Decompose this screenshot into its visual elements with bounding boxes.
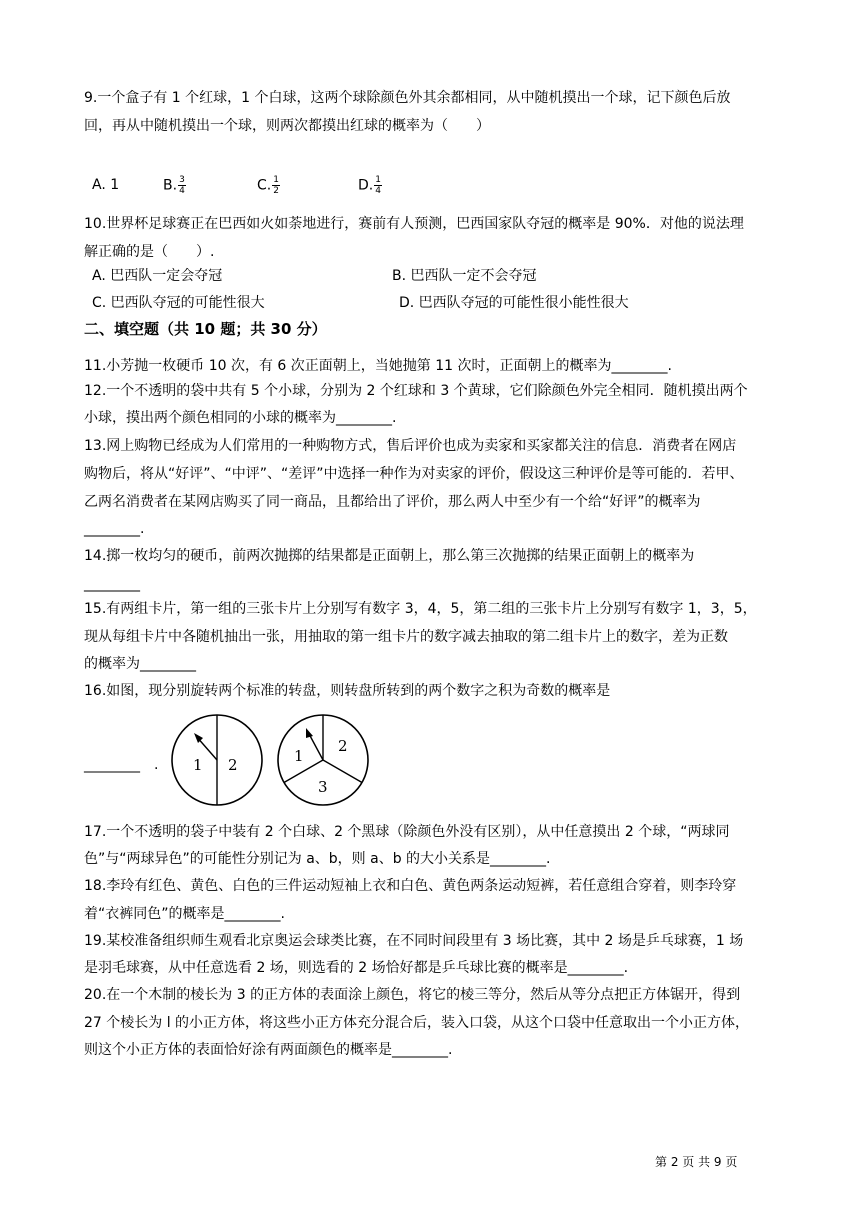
q10-line2: 解正确的是（ ）.: [84, 244, 215, 260]
q10-option-a: A. 巴西队一定会夺冠: [92, 268, 223, 284]
spinner-figure: [160, 712, 380, 812]
spinner-1: [172, 715, 262, 805]
q13-line3: 乙两名消费者在某网店购买了同一商品，且都给出了评价，那么两人中至少有一个给“好评”的概率为: [84, 494, 701, 510]
spinner-2: [278, 715, 368, 805]
q16-line1: 16.如图，现分别旋转两个标准的转盘，则转盘所转到的两个数字之积为奇数的概率是: [84, 683, 611, 699]
q19-line1: 19.某校准备组织师生观看北京奥运会球类比赛，在不同时间段里有 3 场比赛，其中 2 场是乒乓球赛，1 场: [84, 933, 744, 949]
q10-option-c: C. 巴西队夺冠的可能性很大: [92, 295, 265, 311]
spinner-1-label-2: 2: [228, 756, 238, 774]
q13-line4: ________.: [84, 521, 145, 537]
spinner-2-arrowhead: [306, 728, 313, 738]
q16-blank: ________ .: [84, 757, 159, 773]
q9-option-a: A. 1: [92, 177, 120, 193]
q10-option-b: B. 巴西队一定不会夺冠: [392, 268, 537, 284]
q17-line2: 色”与“两球异色”的可能性分别记为 a、b，则 a、b 的大小关系是________.: [84, 851, 551, 867]
q9-option-d-fraction: $\frac{1}{4}$: [375, 175, 381, 196]
q11-line1: 11.小芳抛一枚硬币 10 次，有 6 次正面朝上，当她抛第 11 次时，正面朝上的概率为________.: [84, 358, 672, 374]
q9-option-b: [163, 175, 186, 196]
q9-line1: 9.一个盒子有 1 个红球，1 个白球，这两个球除颜色外其余都相同，从中随机摸出一个球，记下颜色后放: [84, 90, 731, 106]
q15-line3: 的概率为________: [84, 656, 196, 672]
q12-line1: 12.一个不透明的袋中共有 5 个小球，分别为 2 个红球和 3 个黄球，它们除颜色外完全相同．随机摸出两个: [84, 383, 748, 399]
spinner-2-label-2: 2: [338, 737, 348, 755]
q20-line2: 27 个棱长为 l 的小正方体，将这些小正方体充分混合后，装入口袋，从这个口袋中任意取出一个小正方体，: [84, 1015, 750, 1031]
q13-line2: 购物后，将从“好评”、“中评”、“差评”中选择一种作为对卖家的评价，假设这三种评价是等可能的．若甲、: [84, 466, 744, 482]
q9-option-d-label: D.: [358, 177, 374, 194]
q9-line2: 回，再从中随机摸出一个球，则两次都摸出红球的概率为（ ）: [84, 118, 490, 134]
q14-line2: ________: [84, 576, 140, 592]
q9-option-d: [358, 175, 382, 196]
q13-line1: 13.网上购物已经成为人们常用的一种购物方式，售后评价也成为卖家和买家都关注的信息．消费者在网店: [84, 438, 737, 454]
q18-line1: 18.李玲有红色、黄色、白色的三件运动短袖上衣和白色、黄色两条运动短裤，若任意组合穿着，则李玲穿: [84, 878, 737, 894]
q15-line2: 现从每组卡片中各随机抽出一张，用抽取的第一组卡片的数字减去抽取的第二组卡片上的数字，差为正数: [84, 629, 728, 645]
q19-line2: 是羽毛球赛，从中任意选看 2 场，则选看的 2 场恰好都是乒乓球比赛的概率是________.: [84, 960, 629, 976]
q9-option-c: [257, 175, 280, 196]
q17-line1: 17.一个不透明的袋子中装有 2 个白球、2 个黑球（除颜色外没有区别），从中任意摸出 2 个球，“两球同: [84, 824, 730, 840]
q15-line1: 15.有两组卡片，第一组的三张卡片上分别写有数字 3，4，5，第二组的三张卡片上分别写有数字 1，3，5，: [84, 601, 757, 617]
spinner-1-label-1: 1: [193, 756, 203, 774]
section2-heading: 二、填空题（共 10 题；共 30 分）: [84, 320, 327, 338]
q20-line3: 则这个小正方体的表面恰好涂有两面颜色的概率是________.: [84, 1042, 453, 1058]
q20-line1: 20.在一个木制的棱长为 3 的正方体的表面涂上颜色，将它的棱三等分，然后从等分点把正方体锯开，得到: [84, 987, 741, 1003]
q9-option-c-fraction: $\frac{1}{2}$: [273, 175, 279, 196]
q10-option-d: D. 巴西队夺冠的可能性很小能性很大: [399, 295, 629, 311]
spinner-2-label-3: 3: [318, 778, 328, 796]
q12-line2: 小球，摸出两个颜色相同的小球的概率为________.: [84, 410, 397, 426]
q18-line2: 着“衣裤同色”的概率是________.: [84, 906, 285, 922]
q9-option-b-fraction: $\frac{3}{4}$: [179, 175, 185, 196]
q10-line1: 10.世界杯足球赛正在巴西如火如荼地进行，赛前有人预测，巴西国家队夺冠的概率是 90%．对他的说法理: [84, 216, 744, 232]
spinner-2-label-1: 1: [294, 747, 304, 765]
q9-option-b-label: B.: [163, 177, 178, 194]
page-footer: 第 2 页 共 9 页: [655, 1155, 738, 1169]
spinner-2-divider-c: [323, 760, 362, 783]
q14-line1: 14.掷一枚均匀的硬币，前两次抛掷的结果都是正面朝上，那么第三次抛掷的结果正面朝上的概率为: [84, 548, 695, 564]
q9-option-c-label: C.: [257, 177, 272, 194]
